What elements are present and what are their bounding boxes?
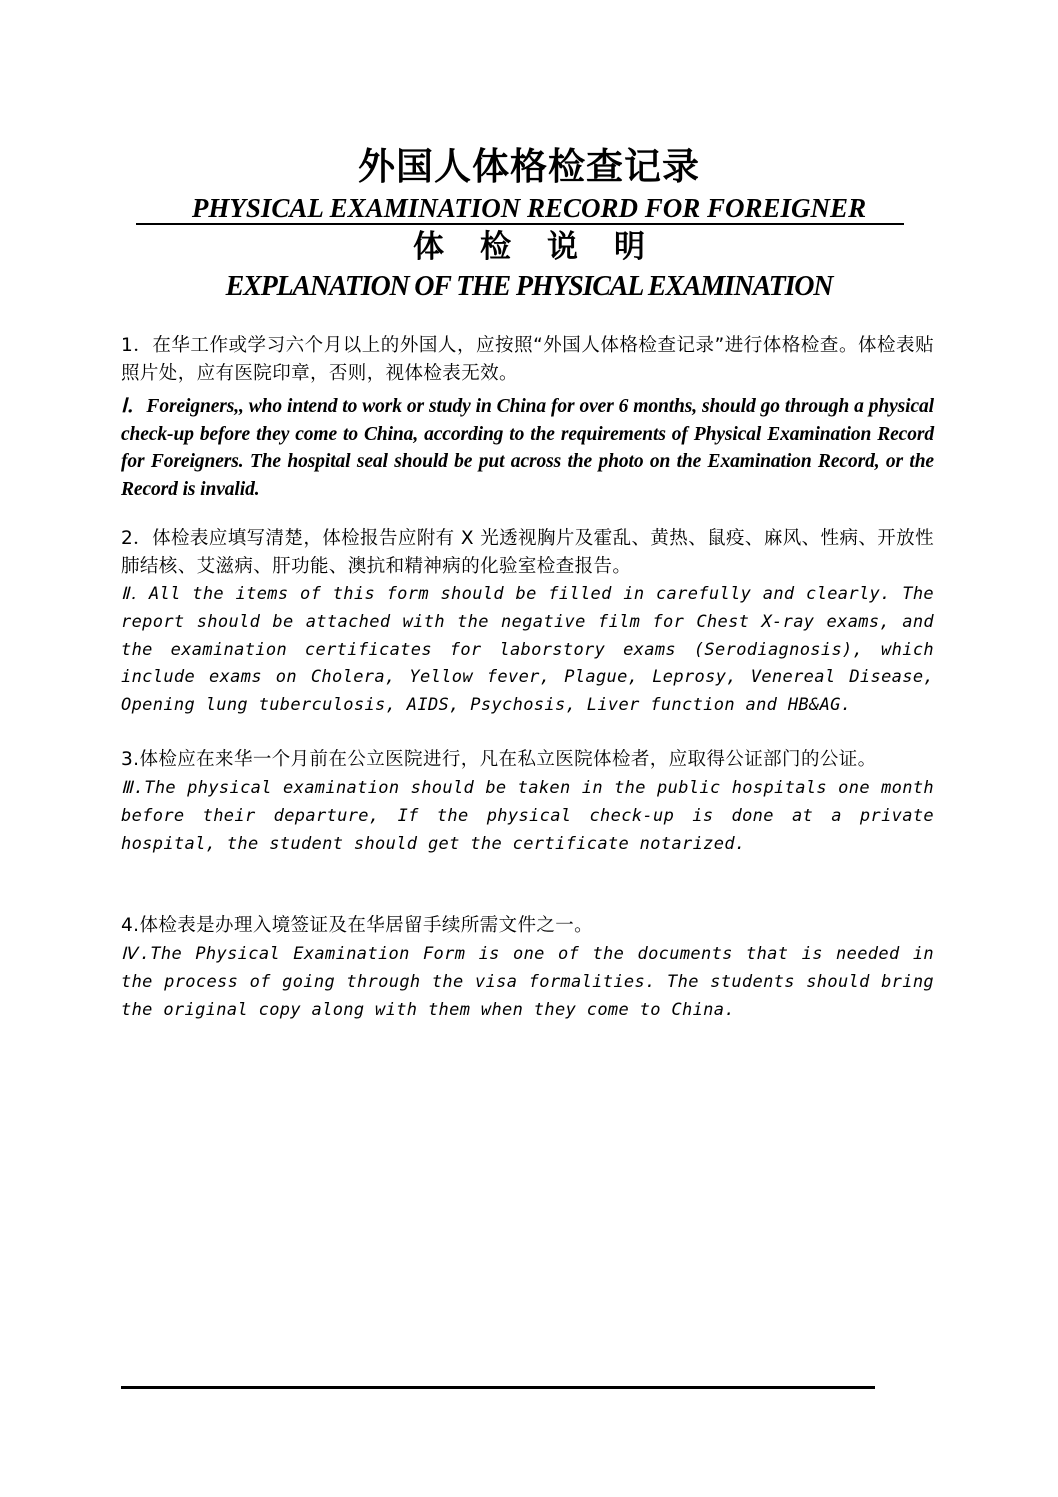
subtitle-chinese: 体检说明 [413,229,681,265]
title-english: PHYSICAL EXAMINATION RECORD FOR FOREIGNER [191,193,867,223]
section-4-english: Ⅳ.The Physical Examination Form is one of the documents that is needed in the process of going through the visa formalities. The students should bring the original copy along with them when they come to China. [121,944,934,1020]
section-2-english: Ⅱ．All the items of this form should be filled in carefully and clearly. The report should be attached with the negative film for Chest X-ray exams, and the examination certificates for laborstory exams (Serodiagnosis), which include exams on Cholera, Yellow fever, Plague, Leprosy, Venereal Disease, Opening lung tuberculosis, AIDS, Psychosis, Liver function and HB&AG. [121,584,934,716]
section-4 [121,912,934,1024]
subtitle-english: EXPLANATION OF THE PHYSICAL EXAMINATION [225,271,833,302]
section-2-chinese: 2．体检表应填写清楚，体检报告应附有 X 光透视胸片及霍乱、黄热、鼠疫、麻风、性病、开放性肺结核、艾滋病、肝功能、澳抗和精神病的化验室检查报告。 [121,528,934,577]
section-1-chinese: 1．在华工作或学习六个月以上的外国人，应按照“外国人体格检查记录”进行体格检查。体检表贴照片处，应有医院印章，否则，视体检表无效。 [121,335,934,384]
section-1-english: Ⅰ．Foreigners,, who intend to work or study in China for over 6 months, should go through a physical check-up before they come to China, according to the requirements of Physical Examination Record for Foreigners. The hospital seal should be put across the photo on the Examination Record, or the Record is invalid. [121,396,934,500]
section-3-chinese: 3.体检应在来华一个月前在公立医院进行，凡在私立医院体检者，应取得公证部门的公证。 [121,749,877,770]
section-1 [121,332,934,503]
section-2 [121,525,934,720]
section-3 [121,746,934,858]
footer-rule [121,1386,875,1389]
section-3-english: Ⅲ.The physical examination should be taken in the public hospitals one month before their departure, If the physical check-up is done at a private hospital, the student should get the certificate notarized. [121,778,934,854]
title-chinese: 外国人体格检查记录 [358,145,700,188]
section-4-chinese: 4.体检表是办理入境签证及在华居留手续所需文件之一。 [121,915,594,936]
title-underline [136,223,904,225]
